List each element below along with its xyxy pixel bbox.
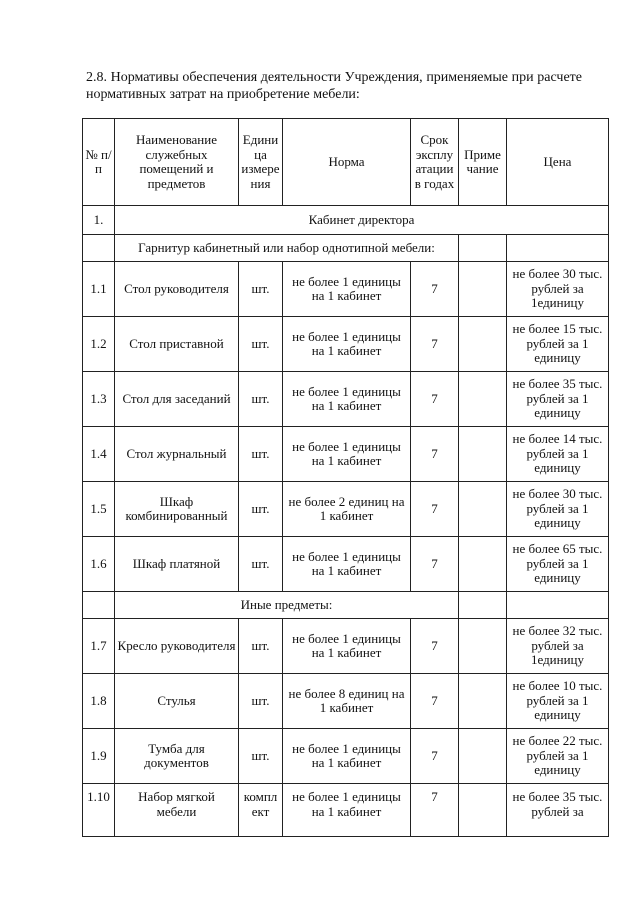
row-price: не более 65 тыс. рублей за 1 единицу [507, 537, 609, 592]
header-price: Цена [507, 119, 609, 206]
row-name: Шкаф комбинированный [115, 482, 239, 537]
subsection-title: Иные предметы: [115, 592, 459, 619]
row-note [459, 619, 507, 674]
row-num: 1.6 [83, 537, 115, 592]
row-note [459, 537, 507, 592]
section-caption: 2.8. Нормативы обеспечения деятельности Учреждения, применяемые при расчете нормативных затрат на приобретение мебели: [86, 70, 582, 102]
table-row [83, 262, 609, 317]
row-term: 7 [411, 372, 459, 427]
row-unit: компл ект [239, 784, 283, 837]
header-note: Приме чание [459, 119, 507, 206]
table-row [83, 537, 609, 592]
section-title: Кабинет директора [115, 206, 609, 235]
row-name: Стол журнальный [115, 427, 239, 482]
row-price: не более 14 тыс. рублей за 1 единицу [507, 427, 609, 482]
row-note [459, 482, 507, 537]
row-num: 1.1 [83, 262, 115, 317]
row-note [459, 317, 507, 372]
row-term: 7 [411, 262, 459, 317]
row-num: 1.8 [83, 674, 115, 729]
row-unit: шт. [239, 619, 283, 674]
row-num: 1.2 [83, 317, 115, 372]
row-norm: не более 8 единиц на 1 кабинет [283, 674, 411, 729]
subsection-row [83, 235, 609, 262]
row-norm: не более 1 единицы на 1 кабинет [283, 784, 411, 837]
row-note [459, 262, 507, 317]
row-term: 7 [411, 619, 459, 674]
row-num: 1.10 [83, 784, 115, 837]
row-note [459, 674, 507, 729]
row-norm: не более 1 единицы на 1 кабинет [283, 317, 411, 372]
row-unit: шт. [239, 729, 283, 784]
header-name: Наименование служебных помещений и предметов [115, 119, 239, 206]
row-norm: не более 2 единиц на 1 кабинет [283, 482, 411, 537]
row-term: 7 [411, 674, 459, 729]
header-unit: Едини ца измере ния [239, 119, 283, 206]
row-note [459, 427, 507, 482]
section-num: 1. [83, 206, 115, 235]
row-unit: шт. [239, 674, 283, 729]
row-price: не более 30 тыс. рублей за 1 единицу [507, 482, 609, 537]
row-name: Тумба для документов [115, 729, 239, 784]
table-row [83, 372, 609, 427]
row-term: 7 [411, 729, 459, 784]
row-name: Стулья [115, 674, 239, 729]
row-price: не более 32 тыс. рублей за 1единицу [507, 619, 609, 674]
table-row [83, 482, 609, 537]
subsection-title: Гарнитур кабинетный или набор однотипной мебели: [115, 235, 459, 262]
row-name: Стол для заседаний [115, 372, 239, 427]
row-term: 7 [411, 784, 459, 837]
header-term: Срок эксплу атации в годах [411, 119, 459, 206]
row-norm: не более 1 единицы на 1 кабинет [283, 372, 411, 427]
row-unit: шт. [239, 482, 283, 537]
row-norm: не более 1 единицы на 1 кабинет [283, 619, 411, 674]
row-name: Стол руководителя [115, 262, 239, 317]
section-row [83, 206, 609, 235]
row-unit: шт. [239, 537, 283, 592]
row-num: 1.3 [83, 372, 115, 427]
row-price: не более 30 тыс. рублей за 1единицу [507, 262, 609, 317]
row-term: 7 [411, 317, 459, 372]
row-num: 1.7 [83, 619, 115, 674]
header-num: № п/п [83, 119, 115, 206]
row-price: не более 10 тыс. рублей за 1 единицу [507, 674, 609, 729]
row-num: 1.4 [83, 427, 115, 482]
row-num: 1.9 [83, 729, 115, 784]
row-unit: шт. [239, 427, 283, 482]
row-norm: не более 1 единицы на 1 кабинет [283, 262, 411, 317]
row-unit: шт. [239, 317, 283, 372]
furniture-norms-table [82, 118, 609, 837]
row-term: 7 [411, 537, 459, 592]
row-price: не более 35 тыс. рублей за 1 единицу [507, 372, 609, 427]
row-note [459, 729, 507, 784]
table-header-row [83, 119, 609, 206]
header-norm: Норма [283, 119, 411, 206]
row-price: не более 22 тыс. рублей за 1 единицу [507, 729, 609, 784]
row-price: не более 15 тыс. рублей за 1 единицу [507, 317, 609, 372]
row-price: не более 35 тыс. рублей за [507, 784, 609, 837]
table-row [83, 619, 609, 674]
row-name: Стол приставной [115, 317, 239, 372]
row-norm: не более 1 единицы на 1 кабинет [283, 537, 411, 592]
row-norm: не более 1 единицы на 1 кабинет [283, 729, 411, 784]
row-num: 1.5 [83, 482, 115, 537]
row-name: Набор мягкой мебели [115, 784, 239, 837]
row-term: 7 [411, 482, 459, 537]
table-row [83, 317, 609, 372]
row-name: Шкаф платяной [115, 537, 239, 592]
row-note [459, 784, 507, 837]
row-unit: шт. [239, 372, 283, 427]
row-name: Кресло руководителя [115, 619, 239, 674]
row-term: 7 [411, 427, 459, 482]
table-row [83, 729, 609, 784]
row-unit: шт. [239, 262, 283, 317]
subsection-row [83, 592, 609, 619]
table-row [83, 427, 609, 482]
row-note [459, 372, 507, 427]
row-norm: не более 1 единицы на 1 кабинет [283, 427, 411, 482]
table-row [83, 784, 609, 837]
table-row [83, 674, 609, 729]
